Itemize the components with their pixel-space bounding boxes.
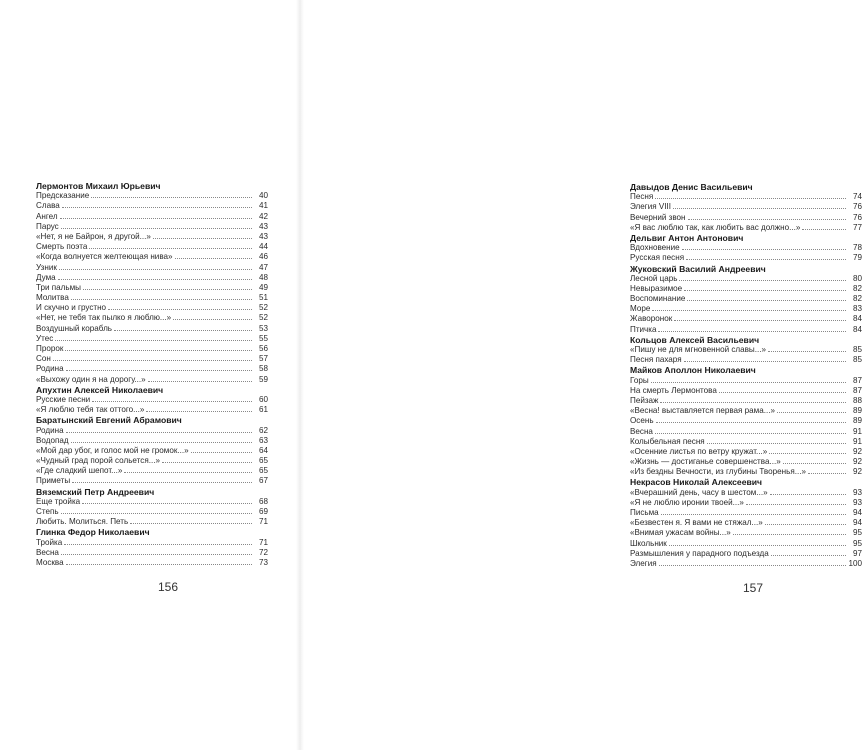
- toc-entry: [36, 538, 268, 548]
- dot-leader: [60, 217, 252, 219]
- dot-leader: [55, 339, 252, 341]
- poem-title: «Нет, я не Байрон, я другой...»: [36, 231, 151, 241]
- dot-leader: [64, 543, 252, 545]
- page-ref: 48: [258, 272, 268, 282]
- dot-leader: [674, 319, 846, 321]
- table-of-contents-right: [630, 182, 862, 569]
- toc-entry: [630, 508, 862, 518]
- page-ref: 87: [852, 385, 862, 395]
- dot-leader: [652, 309, 846, 311]
- toc-entry: [630, 345, 862, 355]
- page-ref: 71: [258, 517, 268, 527]
- toc-entry: [36, 354, 268, 364]
- page-ref: 95: [852, 538, 862, 548]
- toc-entry: [630, 386, 862, 396]
- poem-title: «Безвестен я. Я вами не стяжал...»: [630, 518, 763, 528]
- toc-entry: [36, 476, 268, 486]
- poem-title: «Внимая ужасам войны...»: [630, 528, 731, 538]
- poem-title: Жаворонок: [630, 314, 673, 324]
- toc-entry: [630, 488, 862, 498]
- dot-leader: [130, 522, 252, 524]
- dot-leader: [682, 248, 846, 250]
- toc-entry: [36, 222, 268, 232]
- page-ref: 53: [258, 323, 268, 333]
- dot-leader: [688, 218, 846, 220]
- toc-entry: [36, 497, 268, 507]
- author-heading: Майков Аполлон Николаевич: [630, 365, 756, 376]
- page-ref: 43: [258, 231, 268, 241]
- page-ref: 74: [852, 192, 862, 202]
- toc-entry: [36, 405, 268, 415]
- author-heading: Жуковский Василий Андреевич: [630, 263, 766, 274]
- dot-leader: [679, 279, 846, 281]
- poem-title: «Я не люблю иронии твоей...»: [630, 497, 744, 507]
- poem-title: «Из бездны Вечности, из глубины Творенья...»: [630, 467, 806, 477]
- author-heading: Давыдов Денис Васильевич: [630, 182, 753, 192]
- poem-title: «Выхожу один я на дорогу...»: [36, 374, 146, 384]
- toc-entry: [630, 243, 862, 253]
- toc-entry: [630, 559, 862, 569]
- page-ref: 60: [258, 394, 268, 404]
- toc-entry: [36, 436, 268, 446]
- toc-entry: [36, 201, 268, 211]
- toc-entry: [630, 325, 862, 335]
- poem-title: Осень: [630, 416, 654, 426]
- page-ref: 62: [258, 425, 268, 435]
- toc-entry: [36, 507, 268, 517]
- poem-title: Песня пахаря: [630, 355, 682, 365]
- poem-title: Горы: [630, 375, 649, 385]
- toc-entry: [630, 447, 862, 457]
- toc-entry: [36, 303, 268, 313]
- page-ref: 82: [852, 294, 862, 304]
- dot-leader: [153, 237, 252, 239]
- dot-leader: [89, 247, 252, 249]
- table-of-contents-left: [36, 181, 268, 568]
- poem-title: «Я люблю тебя так оттого...»: [36, 405, 145, 415]
- toc-entry: [36, 395, 268, 405]
- page-ref: 61: [258, 405, 268, 415]
- dot-leader: [733, 533, 846, 535]
- toc-entry: [36, 426, 268, 436]
- page-ref: 84: [852, 324, 862, 334]
- dot-leader: [108, 308, 252, 310]
- dot-leader: [59, 268, 252, 270]
- toc-entry: [36, 446, 268, 456]
- toc-entry: [630, 457, 862, 467]
- toc-entry: [36, 252, 268, 262]
- poem-title: Три пальмы: [36, 282, 81, 292]
- page-ref: 83: [852, 304, 862, 314]
- page-ref: 94: [852, 508, 862, 517]
- dot-leader: [684, 289, 846, 291]
- poem-title: Узник: [36, 262, 57, 272]
- page-ref: 77: [852, 222, 862, 232]
- poem-title: Парус: [36, 221, 59, 231]
- dot-leader: [673, 207, 846, 209]
- page-ref: 85: [852, 345, 862, 354]
- dot-leader: [91, 196, 252, 198]
- page-ref: 93: [852, 497, 862, 507]
- dot-leader: [61, 227, 252, 229]
- toc-entry: [630, 213, 862, 223]
- page-ref: 82: [852, 283, 862, 293]
- author-heading: Некрасов Николай Алексеевич: [630, 477, 763, 488]
- toc-entry: [36, 263, 268, 273]
- page-number-right: 157: [743, 581, 764, 595]
- dot-leader: [72, 481, 252, 483]
- page-ref: 42: [258, 211, 268, 221]
- poem-title: Птичка: [630, 324, 657, 334]
- poem-title: Пророк: [36, 344, 64, 353]
- poem-title: «Жизнь — достиганье совершенства...»: [630, 457, 781, 467]
- toc-entry: [36, 344, 268, 354]
- page-ref: 49: [258, 282, 268, 292]
- dot-leader: [655, 197, 846, 199]
- dot-leader: [808, 472, 846, 474]
- poem-title: Воспоминание: [630, 294, 686, 304]
- dot-leader: [71, 441, 252, 443]
- poem-title: Размышления у парадного подъезда: [630, 548, 769, 558]
- author-heading: Апухтин Алексей Николаевич: [36, 384, 164, 395]
- poem-title: Вдохновение: [630, 243, 680, 253]
- poem-title: Колыбельная песня: [630, 436, 705, 446]
- poem-title: Тройка: [36, 537, 63, 547]
- toc-entry: [36, 324, 268, 334]
- dot-leader: [651, 381, 846, 383]
- poem-title: «Когда волнуется желтеющая нива»: [36, 252, 173, 262]
- page-ref: 71: [258, 537, 268, 547]
- page-ref: 65: [258, 466, 268, 476]
- dot-leader: [146, 410, 252, 412]
- poem-title: Степь: [36, 507, 59, 516]
- poem-title: Водопад: [36, 435, 69, 445]
- page-ref: 97: [852, 548, 862, 558]
- poem-title: Лесной царь: [630, 273, 678, 283]
- author-heading: Вяземский Петр Андреевич: [36, 486, 155, 497]
- book-gutter: [296, 0, 304, 750]
- page-ref: 41: [258, 201, 268, 211]
- page-ref: 89: [852, 406, 862, 416]
- page-ref: 85: [852, 355, 862, 365]
- toc-entry: [36, 364, 268, 374]
- toc-entry: [630, 355, 862, 365]
- page-ref: 92: [852, 446, 862, 456]
- toc-entry: [630, 253, 862, 263]
- poem-title: Молитва: [36, 293, 69, 303]
- left-page: [0, 0, 300, 750]
- dot-leader: [62, 206, 252, 208]
- dot-leader: [148, 380, 252, 382]
- page-ref: 58: [258, 364, 268, 374]
- poem-title: Дума: [36, 272, 56, 282]
- poem-title: Вечерний звон: [630, 212, 686, 222]
- poem-title: На смерть Лермонтова: [630, 385, 717, 395]
- page-ref: 80: [852, 273, 862, 283]
- toc-entry: [630, 498, 862, 508]
- dot-leader: [661, 513, 846, 515]
- author-heading: Кольцов Алексей Васильевич: [630, 334, 760, 345]
- poem-title: Весна: [36, 547, 59, 557]
- dot-leader: [658, 330, 846, 332]
- toc-entry: [630, 396, 862, 406]
- page-ref: 73: [258, 557, 268, 567]
- dot-leader: [114, 329, 252, 331]
- poem-title: Песня: [630, 192, 654, 202]
- dot-leader: [686, 258, 846, 260]
- poem-title: Смерть поэта: [36, 242, 88, 252]
- dot-leader: [669, 544, 846, 546]
- toc-entry: [36, 548, 268, 558]
- toc-entry: [630, 294, 862, 304]
- author-heading: Глинка Федор Николаевич: [36, 527, 150, 538]
- poem-title: «Осенние листья по ветру кружат...»: [630, 446, 768, 456]
- dot-leader: [768, 350, 846, 352]
- page-ref: 87: [852, 375, 862, 385]
- toc-entry: [630, 437, 862, 447]
- toc-entry: [36, 375, 268, 385]
- dot-leader: [124, 471, 252, 473]
- dot-leader: [719, 391, 846, 393]
- poem-title: Предсказание: [36, 191, 90, 201]
- toc-entry: [630, 406, 862, 416]
- poem-title: «Весна! выставляется первая рама...»: [630, 406, 775, 416]
- toc-entry: [630, 284, 862, 294]
- toc-entry: [36, 558, 268, 568]
- dot-leader: [65, 349, 252, 351]
- poem-title: Слава: [36, 201, 60, 211]
- toc-entry: [630, 274, 862, 284]
- poem-title: «Где сладкий шепот...»: [36, 466, 123, 476]
- page-ref: 67: [258, 476, 268, 486]
- poem-title: Родина: [36, 364, 64, 374]
- toc-entry: [36, 273, 268, 283]
- poem-title: Школьник: [630, 538, 667, 548]
- page-ref: 84: [852, 314, 862, 324]
- dot-leader: [765, 523, 846, 525]
- poem-title: Море: [630, 304, 651, 314]
- page-ref: 92: [852, 467, 862, 477]
- poem-title: Москва: [36, 557, 64, 567]
- toc-entry: [36, 466, 268, 476]
- right-page: [300, 0, 862, 750]
- dot-leader: [61, 512, 252, 514]
- poem-title: Весна: [630, 426, 653, 436]
- page-ref: 91: [852, 436, 862, 446]
- page-ref: 76: [852, 202, 862, 212]
- page-ref: 59: [258, 374, 268, 384]
- dot-leader: [191, 451, 252, 453]
- dot-leader: [83, 288, 252, 290]
- dot-leader: [58, 278, 252, 280]
- page-ref: 65: [258, 456, 268, 466]
- page-ref: 46: [258, 252, 268, 262]
- page-ref: 76: [852, 212, 862, 222]
- toc-entry: [630, 304, 862, 314]
- page-ref: 40: [258, 191, 268, 201]
- toc-entry: [36, 283, 268, 293]
- toc-entry: [36, 212, 268, 222]
- dot-leader: [655, 432, 846, 434]
- page-ref: 47: [258, 262, 268, 272]
- dot-leader: [66, 563, 252, 565]
- poem-title: «Пишу не для мгновенной славы...»: [630, 345, 766, 354]
- dot-leader: [746, 503, 846, 505]
- dot-leader: [783, 462, 846, 464]
- toc-entry: [630, 314, 862, 324]
- dot-leader: [659, 564, 846, 566]
- dot-leader: [53, 359, 252, 361]
- poem-title: И скучно и грустно: [36, 303, 107, 313]
- dot-leader: [707, 442, 846, 444]
- toc-entry: [630, 376, 862, 386]
- poem-title: Любить. Молиться. Петь: [36, 517, 129, 527]
- poem-title: Элегия VIII: [630, 202, 672, 212]
- toc-entry: [36, 334, 268, 344]
- toc-entry: [36, 517, 268, 527]
- toc-entry: [630, 518, 862, 528]
- page-ref: 95: [852, 528, 862, 538]
- toc-entry: [630, 416, 862, 426]
- toc-entry: [630, 539, 862, 549]
- poem-title: «Чудный град порой сольется...»: [36, 456, 160, 466]
- toc-entry: [630, 202, 862, 212]
- page-ref: 57: [258, 354, 268, 364]
- page-number-left: 156: [158, 580, 179, 594]
- poem-title: Родина: [36, 425, 64, 435]
- dot-leader: [66, 369, 252, 371]
- toc-entry: [630, 528, 862, 538]
- poem-title: Письма: [630, 508, 659, 517]
- toc-entry: [630, 467, 862, 477]
- toc-entry: [36, 242, 268, 252]
- page-ref: 88: [852, 395, 862, 405]
- toc-entry: [630, 427, 862, 437]
- poem-title: Русская песня: [630, 253, 685, 263]
- dot-leader: [771, 554, 846, 556]
- author-heading: Баратынский Евгений Абрамович: [36, 415, 182, 426]
- author-heading: Дельвиг Антон Антонович: [630, 232, 744, 243]
- dot-leader: [175, 257, 252, 259]
- dot-leader: [173, 318, 252, 320]
- page-ref: 78: [852, 243, 862, 253]
- page-ref: 94: [852, 518, 862, 528]
- poem-title: Ангел: [36, 211, 58, 221]
- toc-entry: [630, 223, 862, 233]
- poem-title: Еще тройка: [36, 496, 81, 506]
- dot-leader: [802, 228, 846, 230]
- page-ref: 72: [258, 547, 268, 557]
- dot-leader: [61, 553, 252, 555]
- toc-entry: [36, 313, 268, 323]
- dot-leader: [82, 502, 252, 504]
- poem-title: Приметы: [36, 476, 71, 486]
- dot-leader: [769, 452, 846, 454]
- page-ref: 51: [258, 293, 268, 303]
- poem-title: «Нет, не тебя так пылко я люблю...»: [36, 313, 172, 323]
- toc-entry: [36, 232, 268, 242]
- toc-entry: [630, 192, 862, 202]
- dot-leader: [684, 360, 846, 362]
- toc-entry: [36, 293, 268, 303]
- poem-title: Сон: [36, 354, 51, 364]
- poem-title: Утес: [36, 333, 54, 343]
- page-ref: 55: [258, 333, 268, 343]
- page-ref: 89: [852, 416, 862, 426]
- page-ref: 100: [848, 558, 862, 568]
- poem-title: Элегия: [630, 558, 657, 568]
- page-ref: 92: [852, 457, 862, 467]
- page-ref: 68: [258, 496, 268, 506]
- page-ref: 79: [852, 253, 862, 263]
- poem-title: «Я вас люблю так, как любить вас должно...»: [630, 222, 801, 232]
- toc-entry: [36, 456, 268, 466]
- page-ref: 52: [258, 313, 268, 323]
- page-ref: 63: [258, 435, 268, 445]
- page-ref: 91: [852, 426, 862, 436]
- poem-title: Пейзаж: [630, 395, 659, 405]
- page-ref: 69: [258, 507, 268, 516]
- dot-leader: [687, 299, 846, 301]
- dot-leader: [777, 411, 846, 413]
- toc-entry: [36, 191, 268, 201]
- page-ref: 93: [852, 487, 862, 497]
- page-ref: 52: [258, 303, 268, 313]
- poem-title: «Вчерашний день, часу в шестом...»: [630, 487, 768, 497]
- poem-title: Воздушный корабль: [36, 323, 113, 333]
- author-heading: Лермонтов Михаил Юрьевич: [36, 181, 161, 191]
- dot-leader: [656, 421, 846, 423]
- page-ref: 64: [258, 445, 268, 455]
- toc-entry: [630, 549, 862, 559]
- dot-leader: [66, 431, 252, 433]
- dot-leader: [92, 400, 252, 402]
- dot-leader: [162, 461, 252, 463]
- poem-title: «Мой дар убог, и голос мой не громок...»: [36, 445, 189, 455]
- poem-title: Русские песни: [36, 394, 91, 404]
- page-ref: 56: [258, 344, 268, 353]
- page-ref: 44: [258, 242, 268, 252]
- poem-title: Невыразимое: [630, 283, 683, 293]
- dot-leader: [660, 401, 846, 403]
- page-ref: 43: [258, 221, 268, 231]
- dot-leader: [71, 298, 252, 300]
- dot-leader: [770, 493, 846, 495]
